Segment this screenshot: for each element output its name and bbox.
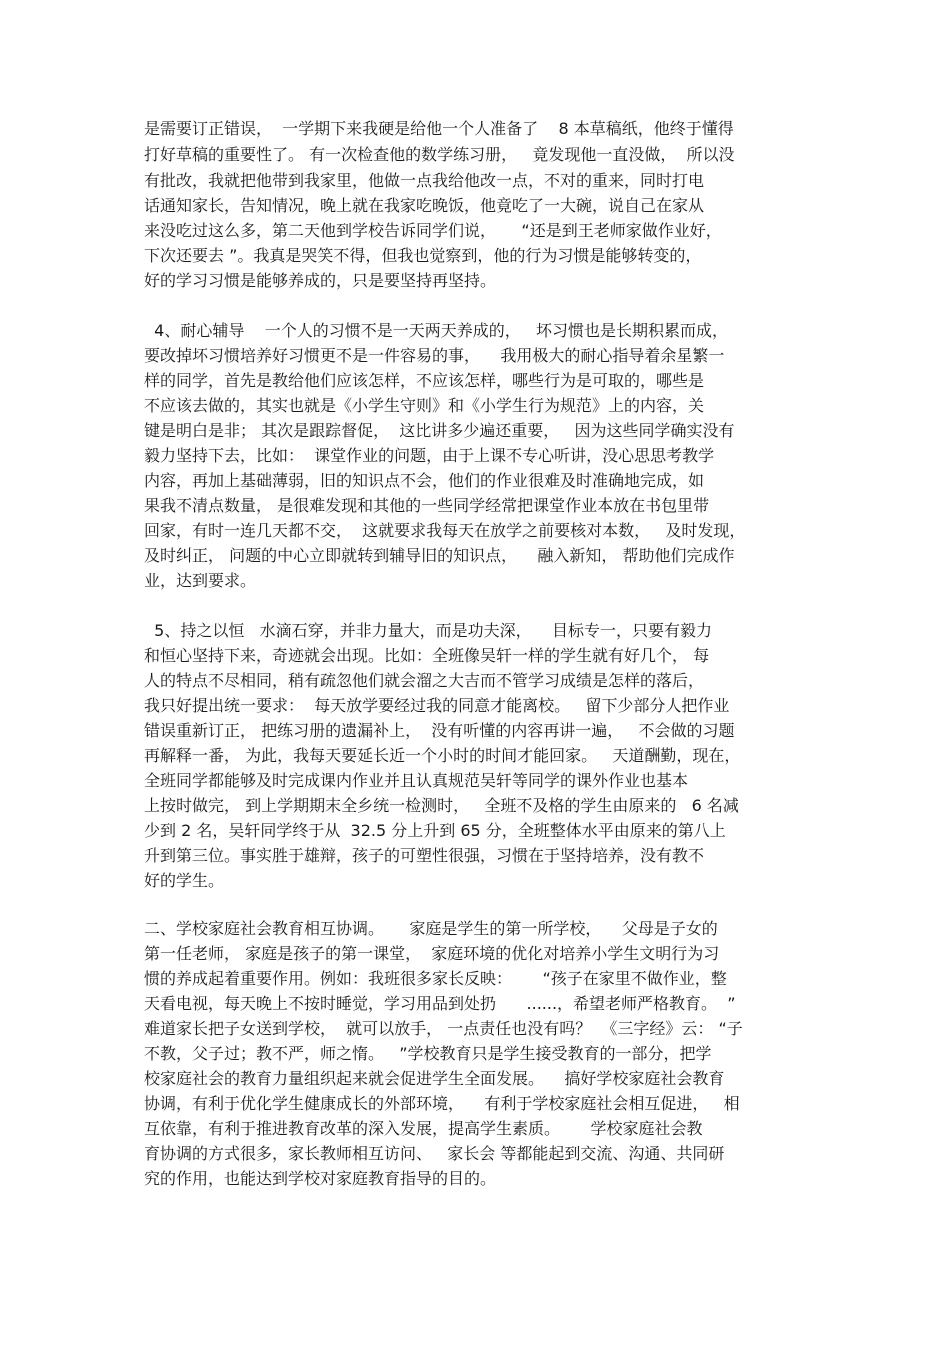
- text-line: 再解释一番， 为此，我每天要延长近一个小时的时间才能回家。 天道酬勤，现在，: [144, 746, 741, 765]
- text-line: 惯的养成起着重要作用。例如：我班很多家长反映： “孩子在家里不做作业，整: [144, 969, 727, 988]
- text-line: 好的学生。: [144, 871, 225, 890]
- text-line: 错误重新订正， 把练习册的遗漏补上， 没有听懂的内容再讲一遍， 不会做的习题: [144, 721, 735, 740]
- text-line: 校家庭社会的教育力量组织起来就会促进学生全面发展。 搞好学校家庭社会教育: [144, 1069, 725, 1088]
- text-line: 难道家长把子女送到学校， 就可以放手， 一点责任也没有吗？ 《三字经》云： “子: [144, 1019, 743, 1038]
- text-line: 好的学习习惯是能够养成的，只是要坚持再坚持。: [144, 271, 497, 290]
- text-line: 来没吃过这么多，第二天他到学校告诉同学们说， “还是到王老师家做作业好，: [144, 221, 722, 240]
- text-line: 协调，有利于优化学生健康成长的外部环境， 有利于学校家庭社会相互促进， 相: [144, 1094, 740, 1113]
- text-line: 上按时做完， 到上学期期末全乡统一检测时， 全班不及格的学生由原来的 6 名减: [144, 796, 739, 815]
- text-line: 有批改，我就把他带到我家里，他做一点我给他改一点，不对的重来，同时打电: [144, 171, 705, 190]
- text-line: 下次还要去 ”。我真是哭笑不得，但我也觉察到，他的行为习惯是能够转变的，: [144, 246, 702, 265]
- text-line: 人的特点不尽相同，稍有疏忽他们就会溜之大吉而不管学习成绩是怎样的落后，: [144, 671, 705, 690]
- text-line: 键是明白是非； 其次是跟踪督促， 这比讲多少遍还重要， 因为这些同学确实没有: [144, 421, 735, 440]
- text-line: 少到 2 名，吴轩同学终于从 32.5 分上升到 65 分，全班整体水平由原来的第八上: [144, 821, 726, 840]
- text-line: 不应该去做的，其实也就是《小学生守则》和《小学生行为规范》上的内容，关: [144, 396, 705, 415]
- text-line: 天看电视，每天晚上不按时睡觉，学习用品到处扔 ......，希望老师严格教育。 ”: [144, 994, 736, 1013]
- text-line: 话通知家长，告知情况，晚上就在我家吃晚饭，他竟吃了一大碗，说自己在家从: [144, 196, 705, 215]
- text-line: 毅力坚持下去，比如： 课堂作业的问题，由于上课不专心听讲，没心思思考教学: [144, 446, 715, 465]
- text-line: 回家，有时一连几天都不交， 这就要求我每天在放学之前要核对本数， 及时发现，: [144, 521, 746, 540]
- text-line: 互依靠，有利于推进教育改革的深入发展，提高学生素质。 学校家庭社会教: [144, 1119, 703, 1138]
- text-line: 业，达到要求。: [144, 571, 257, 590]
- text-line: 全班同学都能够及时完成课内作业并且认真规范吴轩等同学的课外作业也基本: [144, 771, 689, 790]
- text-line: 我只好提出统一要求： 每天放学要经过我的同意才能离校。 留下少部分人把作业: [144, 696, 730, 715]
- text-line: 和恒心坚持下来，奇迹就会出现。比如：全班像吴轩一样的学生就有好几个， 每: [144, 646, 710, 665]
- text-line: 4、耐心辅导 一个人的习惯不是一天两天养成的， 坏习惯也是长期积累而成，: [144, 321, 728, 340]
- text-line: 升到第三位。事实胜于雄辩，孩子的可塑性很强，习惯在于坚持培养，没有教不: [144, 846, 705, 865]
- text-line: 不教，父子过；教不严，师之惰。 ”学校教育只是学生接受教育的一部分，把学: [144, 1044, 712, 1063]
- text-line: 5、持之以恒 水滴石穿，并非力量大，而是功夫深， 目标专一，只要有毅力: [144, 621, 712, 640]
- text-line: 样的同学，首先是教给他们应该怎样，不应该怎样，哪些行为是可取的，哪些是: [144, 371, 705, 390]
- text-line: 二、学校家庭社会教育相互协调。 家庭是学生的第一所学校， 父母是子女的: [144, 919, 718, 938]
- text-line: 打好草稿的重要性了。 有一次检查他的数学练习册， 竟发现他一直没做， 所以没: [144, 145, 735, 164]
- text-line: 第一任老师， 家庭是孩子的第一课堂， 家庭环境的优化对培养小学生文明行为习: [144, 944, 720, 963]
- text-line: 及时纠正， 问题的中心立即就转到辅导旧的知识点， 融入新知， 帮助他们完成作: [144, 546, 735, 565]
- text-line: 要改掉坏习惯培养好习惯更不是一件容易的事， 我用极大的耐心指导着余星繁一: [144, 346, 725, 365]
- text-line: 育协调的方式很多，家长教师相互访问、 家长会 等都能起到交流、沟通、共同研: [144, 1144, 725, 1163]
- text-line: 果我不清点数量， 是很难发现和其他的一些同学经常把课堂作业本放在书包里带: [144, 496, 710, 515]
- text-line: 内容，再加上基础薄弱，旧的知识点不会，他们的作业很难及时准确地完成，如: [144, 471, 705, 490]
- text-line: 究的作用，也能达到学校对家庭教育指导的目的。: [144, 1169, 497, 1188]
- text-line: 是需要订正错误， 一学期下来我硬是给他一个人准备了 8 本草稿纸，他终于懂得: [144, 119, 734, 138]
